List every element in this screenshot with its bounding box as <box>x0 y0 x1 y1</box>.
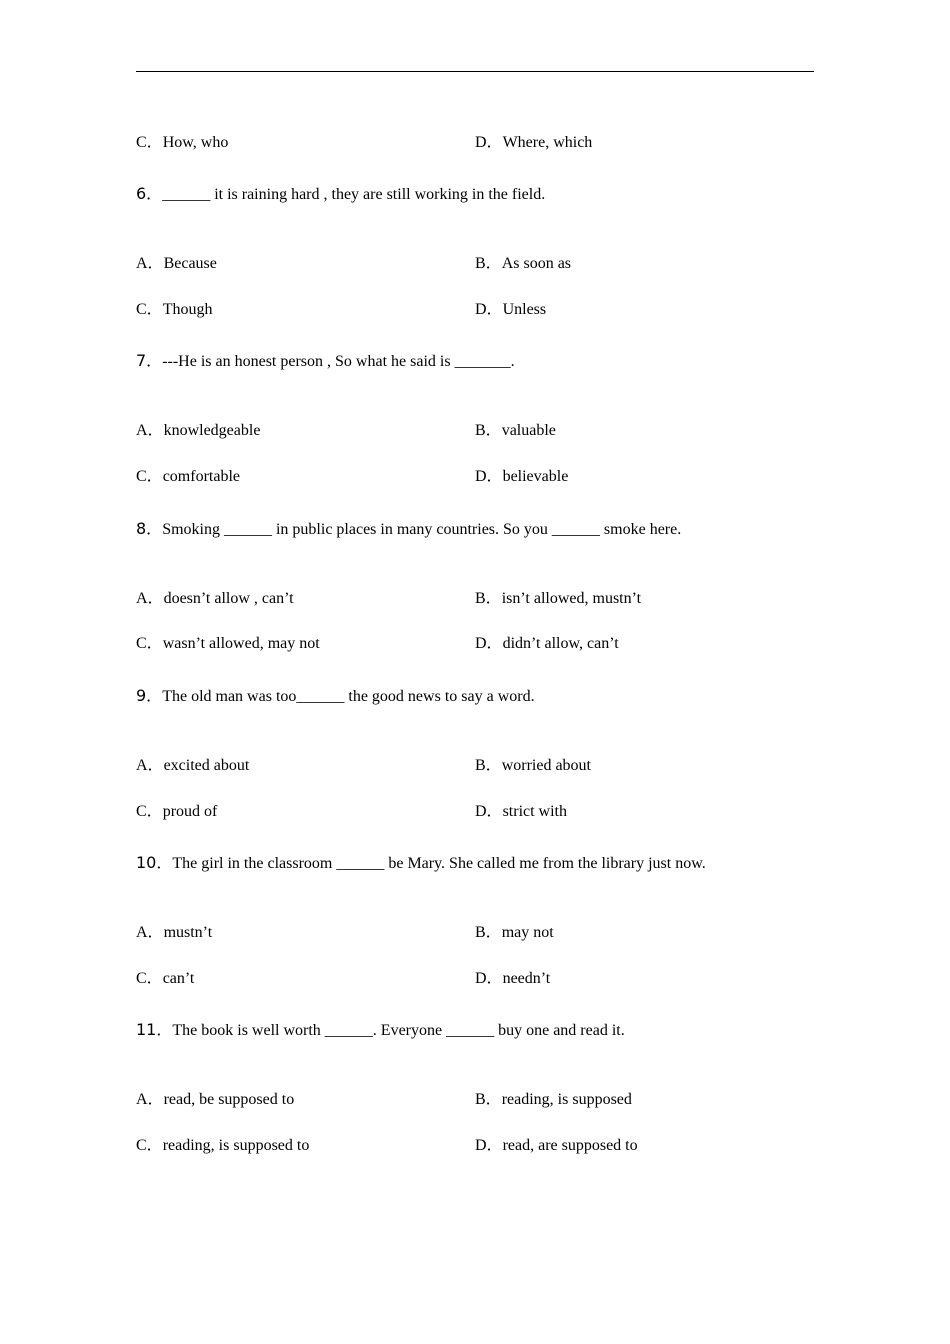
option-b <box>475 421 556 441</box>
option-d <box>475 1136 638 1156</box>
option-a <box>136 421 260 441</box>
option-text: mustn’t <box>163 924 213 941</box>
option-a <box>136 254 217 274</box>
option-letter: B． <box>475 757 502 774</box>
option-letter: D． <box>475 635 503 652</box>
option-text: comfortable <box>162 468 240 485</box>
option-letter: A． <box>136 422 164 439</box>
option-text: Because <box>163 255 217 272</box>
option-letter: B． <box>475 924 502 941</box>
option-text: proud of <box>162 803 218 820</box>
option-text: As soon as <box>501 255 572 272</box>
question-stem: ______ it is raining hard , they are still working in the field. <box>162 186 546 203</box>
option-letter: C． <box>136 468 163 485</box>
question-stem: The old man was too______ the good news to say a word. <box>162 688 535 705</box>
question-stem: Smoking ______ in public places in many countries. So you ______ smoke here. <box>162 521 682 538</box>
question-number: 11． <box>136 1020 173 1039</box>
option-text: needn’t <box>502 970 551 987</box>
option-text: reading, is supposed to <box>162 1137 310 1154</box>
question-number: 6． <box>136 184 163 203</box>
option-c <box>136 300 212 320</box>
option-letter: D． <box>475 468 503 485</box>
option-text: didn’t allow, can’t <box>502 635 619 652</box>
option-letter: D． <box>475 803 503 820</box>
option-letter: B． <box>475 255 502 272</box>
option-text: can’t <box>162 970 195 987</box>
option-letter: B． <box>475 590 502 607</box>
option-d <box>475 133 592 153</box>
option-letter: C． <box>136 301 163 318</box>
option-d <box>475 467 568 487</box>
option-b <box>475 756 591 776</box>
option-text: believable <box>502 468 569 485</box>
question-9 <box>136 686 535 707</box>
option-letter: C． <box>136 803 163 820</box>
question-6 <box>136 184 545 205</box>
option-b <box>475 1090 632 1110</box>
option-a <box>136 923 212 943</box>
option-b <box>475 589 641 609</box>
option-text: Where, which <box>502 134 593 151</box>
option-text: isn’t allowed, mustn’t <box>501 590 642 607</box>
option-letter: A． <box>136 1091 164 1108</box>
question-7 <box>136 351 515 372</box>
question-number: 8． <box>136 519 163 538</box>
option-letter: D． <box>475 301 503 318</box>
question-8 <box>136 519 681 540</box>
option-c <box>136 133 228 153</box>
option-text: valuable <box>501 422 556 439</box>
option-letter: D． <box>475 1137 503 1154</box>
option-text: How, who <box>162 134 229 151</box>
question-number: 9． <box>136 686 163 705</box>
option-c <box>136 969 194 989</box>
option-letter: A． <box>136 924 164 941</box>
option-d <box>475 634 619 654</box>
option-text: strict with <box>502 803 567 820</box>
option-text: read, be supposed to <box>163 1091 295 1108</box>
option-letter: D． <box>475 970 503 987</box>
option-text: Though <box>162 301 213 318</box>
question-number: 7． <box>136 351 163 370</box>
option-letter: C． <box>136 970 163 987</box>
option-c <box>136 634 320 654</box>
option-b <box>475 254 571 274</box>
question-stem: ---He is an honest person , So what he said is _______. <box>162 353 515 370</box>
option-letter: B． <box>475 1091 502 1108</box>
option-text: read, are supposed to <box>502 1137 638 1154</box>
option-letter: A． <box>136 590 164 607</box>
option-a <box>136 756 249 776</box>
option-text: worried about <box>501 757 591 774</box>
option-d <box>475 802 567 822</box>
question-number: 10． <box>136 853 173 872</box>
question-10 <box>136 853 706 874</box>
option-text: wasn’t allowed, may not <box>162 635 320 652</box>
option-a <box>136 589 294 609</box>
header-rule <box>136 71 814 72</box>
option-text: doesn’t allow , can’t <box>163 590 294 607</box>
question-stem: The girl in the classroom ______ be Mary. She called me from the library just now. <box>172 855 706 872</box>
question-stem: The book is well worth ______. Everyone ______ buy one and read it. <box>172 1022 625 1039</box>
option-c <box>136 1136 309 1156</box>
option-letter: C． <box>136 1137 163 1154</box>
option-text: excited about <box>163 757 250 774</box>
option-letter: D． <box>475 134 503 151</box>
question-11 <box>136 1020 625 1041</box>
option-c <box>136 467 240 487</box>
option-text: reading, is supposed <box>501 1091 632 1108</box>
option-letter: B． <box>475 422 502 439</box>
option-d <box>475 300 546 320</box>
option-a <box>136 1090 294 1110</box>
option-text: Unless <box>502 301 547 318</box>
option-d <box>475 969 550 989</box>
option-letter: C． <box>136 635 163 652</box>
option-letter: A． <box>136 757 164 774</box>
option-letter: A． <box>136 255 164 272</box>
option-letter: C． <box>136 134 163 151</box>
option-c <box>136 802 217 822</box>
option-text: knowledgeable <box>163 422 261 439</box>
option-b <box>475 923 554 943</box>
option-text: may not <box>501 924 554 941</box>
